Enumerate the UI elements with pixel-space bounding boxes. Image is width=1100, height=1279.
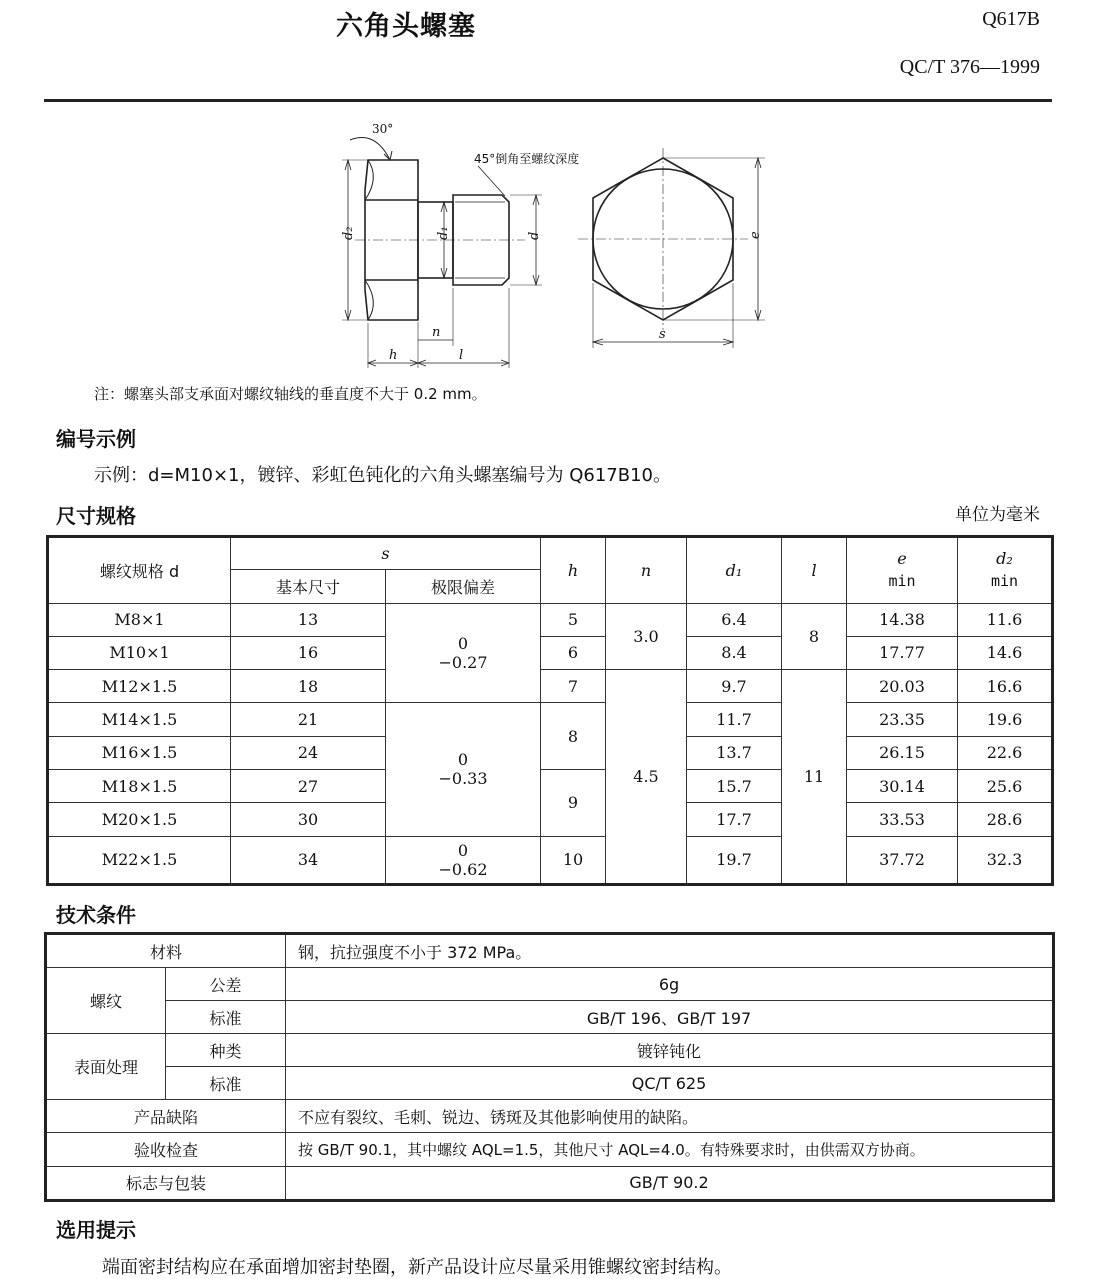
tolerance-1-lower: −0.27: [438, 652, 488, 672]
thread-std-value: GB/T 196、GB/T 197: [286, 1001, 1054, 1034]
surface-type-value: 镀锌钝化: [286, 1034, 1054, 1067]
cell-d2: 25.6: [958, 769, 1053, 802]
inspect-label: 验收检查: [46, 1133, 286, 1166]
unit-note: 单位为毫米: [955, 505, 1040, 525]
header-e-min: min: [888, 572, 916, 591]
surface-label: 表面处理: [46, 1034, 166, 1100]
dimensions-table: [46, 535, 1054, 886]
cell-s: 27: [231, 769, 386, 802]
thread-label: 螺纹: [46, 968, 166, 1034]
thread-std-label: 标准: [166, 1001, 286, 1034]
cell-h: 6: [541, 636, 606, 669]
header-s: s: [231, 537, 541, 570]
tech-row-surface-standard: [46, 1067, 1054, 1100]
table-row: [48, 836, 1053, 884]
part-code: Q617B: [982, 8, 1040, 30]
selection-text: 端面密封结构应在承面增加密封垫圈，新产品设计应尽量采用锥螺纹密封结构。: [102, 1257, 732, 1278]
cell-h: 7: [541, 670, 606, 703]
inspect-value: 按 GB/T 90.1，其中螺纹 AQL=1.5，其他尺寸 AQL=4.0。有特殊要求时，由供需双方协商。: [286, 1133, 1054, 1166]
tech-row-inspection: [46, 1133, 1054, 1166]
tech-row-surface-type: [46, 1034, 1054, 1067]
tech-row-material: [46, 934, 1054, 968]
defect-value: 不应有裂纹、毛刺、锐边、锈斑及其他影响使用的缺陷。: [286, 1100, 1054, 1133]
cell-tolerance-2: [386, 703, 541, 836]
cell-s: 34: [231, 836, 386, 884]
cell-h: 10: [541, 836, 606, 884]
s-label: s: [659, 327, 666, 342]
tech-row-defects: [46, 1100, 1054, 1133]
cell-e: 30.14: [847, 769, 958, 802]
cell-e: 14.38: [847, 603, 958, 636]
tech-conditions-table: [44, 932, 1055, 1202]
header-l: l: [782, 537, 847, 604]
e-label: e: [748, 231, 763, 239]
tech-row-thread-standard: [46, 1001, 1054, 1034]
cell-d1: 13.7: [687, 736, 782, 769]
cell-d1: 19.7: [687, 836, 782, 884]
header-s-tol: 极限偏差: [386, 570, 541, 603]
cell-d1: 11.7: [687, 703, 782, 736]
cell-d2: 22.6: [958, 736, 1053, 769]
header-s-basic: 基本尺寸: [231, 570, 386, 603]
cell-e: 20.03: [847, 670, 958, 703]
marking-value: GB/T 90.2: [286, 1166, 1054, 1201]
cell-e: 33.53: [847, 803, 958, 836]
cell-e: 37.72: [847, 836, 958, 884]
cell-l-1: 8: [782, 603, 847, 670]
defect-label: 产品缺陷: [46, 1100, 286, 1133]
dimensions-heading: 尺寸规格: [56, 504, 136, 528]
cell-tolerance-1: [386, 603, 541, 703]
d1-label: d₁: [436, 226, 451, 240]
side-view: [342, 138, 542, 369]
example-heading: 编号示例: [56, 427, 136, 451]
cell-tolerance-3: [386, 836, 541, 884]
angle-label: 30°: [372, 122, 394, 136]
cell-thread: M20×1.5: [48, 803, 231, 836]
surface-std-value: QC/T 625: [286, 1067, 1054, 1100]
tolerance-3-upper: 0: [457, 840, 469, 860]
cell-d2: 32.3: [958, 836, 1053, 884]
cell-h: 5: [541, 603, 606, 636]
cell-d1: 6.4: [687, 603, 782, 636]
header-d2: [958, 537, 1053, 604]
cell-d1: 9.7: [687, 670, 782, 703]
technical-drawing: [320, 118, 780, 380]
header-n: n: [606, 537, 687, 604]
header-h: h: [541, 537, 606, 604]
cell-n-2: 4.5: [606, 670, 687, 885]
tech-heading: 技术条件: [56, 903, 136, 927]
l-label: l: [459, 348, 464, 363]
cell-s: 18: [231, 670, 386, 703]
tolerance-value: 6g: [286, 968, 1054, 1001]
tech-row-marking: [46, 1166, 1054, 1201]
table-row: [48, 636, 1053, 669]
cell-d2: 11.6: [958, 603, 1053, 636]
tolerance-2-upper: 0: [457, 750, 469, 770]
marking-label: 标志与包装: [46, 1166, 286, 1201]
n-label: n: [432, 325, 441, 340]
cell-e: 17.77: [847, 636, 958, 669]
table-header-row: [48, 537, 1053, 570]
cell-n-1: 3.0: [606, 603, 687, 670]
cell-d2: 14.6: [958, 636, 1053, 669]
cell-d2: 28.6: [958, 803, 1053, 836]
table-row: [48, 603, 1053, 636]
header-d1: d₁: [687, 537, 782, 604]
cell-s: 16: [231, 636, 386, 669]
cell-d1: 8.4: [687, 636, 782, 669]
cell-thread: M14×1.5: [48, 703, 231, 736]
chamfer-note: 45°倒角至螺纹深度: [474, 152, 580, 166]
cell-h: 9: [541, 769, 606, 836]
cell-thread: M18×1.5: [48, 769, 231, 802]
h-label: h: [389, 348, 398, 363]
cell-d2: 19.6: [958, 703, 1053, 736]
perpendicularity-note: 注：螺塞头部支承面对螺纹轴线的垂直度不大于 0.2 mm。: [94, 385, 487, 403]
tech-row-thread-tolerance: [46, 968, 1054, 1001]
cell-d1: 17.7: [687, 803, 782, 836]
tolerance-3-lower: −0.62: [438, 859, 488, 879]
header-rule: [44, 99, 1052, 102]
cell-thread: M12×1.5: [48, 670, 231, 703]
cell-s: 30: [231, 803, 386, 836]
header-thread: 螺纹规格 d: [48, 537, 231, 604]
cell-thread: M16×1.5: [48, 736, 231, 769]
selection-heading: 选用提示: [56, 1218, 136, 1242]
page-title: 六角头螺塞: [336, 11, 476, 42]
material-label: 材料: [46, 934, 286, 968]
example-text: 示例：d=M10×1，镀锌、彩虹色钝化的六角头螺塞编号为 Q617B10。: [94, 465, 671, 486]
cell-d2: 16.6: [958, 670, 1053, 703]
cell-h: 8: [541, 703, 606, 770]
table-row: [48, 670, 1053, 703]
tolerance-2-lower: −0.33: [438, 769, 488, 789]
header-d2-min: min: [990, 572, 1019, 591]
standard-number: QC/T 376—1999: [899, 56, 1040, 78]
d-label: d: [527, 231, 542, 240]
cell-d1: 15.7: [687, 769, 782, 802]
tolerance-1-upper: 0: [457, 633, 469, 653]
table-row: [48, 703, 1053, 736]
surface-type-label: 种类: [166, 1034, 286, 1067]
cell-thread: M8×1: [48, 603, 231, 636]
cell-e: 26.15: [847, 736, 958, 769]
cell-s: 24: [231, 736, 386, 769]
cell-thread: M10×1: [48, 636, 231, 669]
header-d2-symbol: d₂: [996, 549, 1013, 569]
cell-l-2: 11: [782, 670, 847, 885]
cell-s: 13: [231, 603, 386, 636]
d2-label: d₂: [341, 226, 356, 240]
end-view: [578, 148, 765, 348]
cell-thread: M22×1.5: [48, 836, 231, 884]
cell-s: 21: [231, 703, 386, 736]
cell-e: 23.35: [847, 703, 958, 736]
tolerance-label: 公差: [166, 968, 286, 1001]
header-e: [847, 537, 958, 604]
header-e-symbol: e: [897, 549, 907, 569]
surface-std-label: 标准: [166, 1067, 286, 1100]
table-row: [48, 769, 1053, 802]
material-value: 钢，抗拉强度不小于 372 MPa。: [286, 934, 1054, 968]
